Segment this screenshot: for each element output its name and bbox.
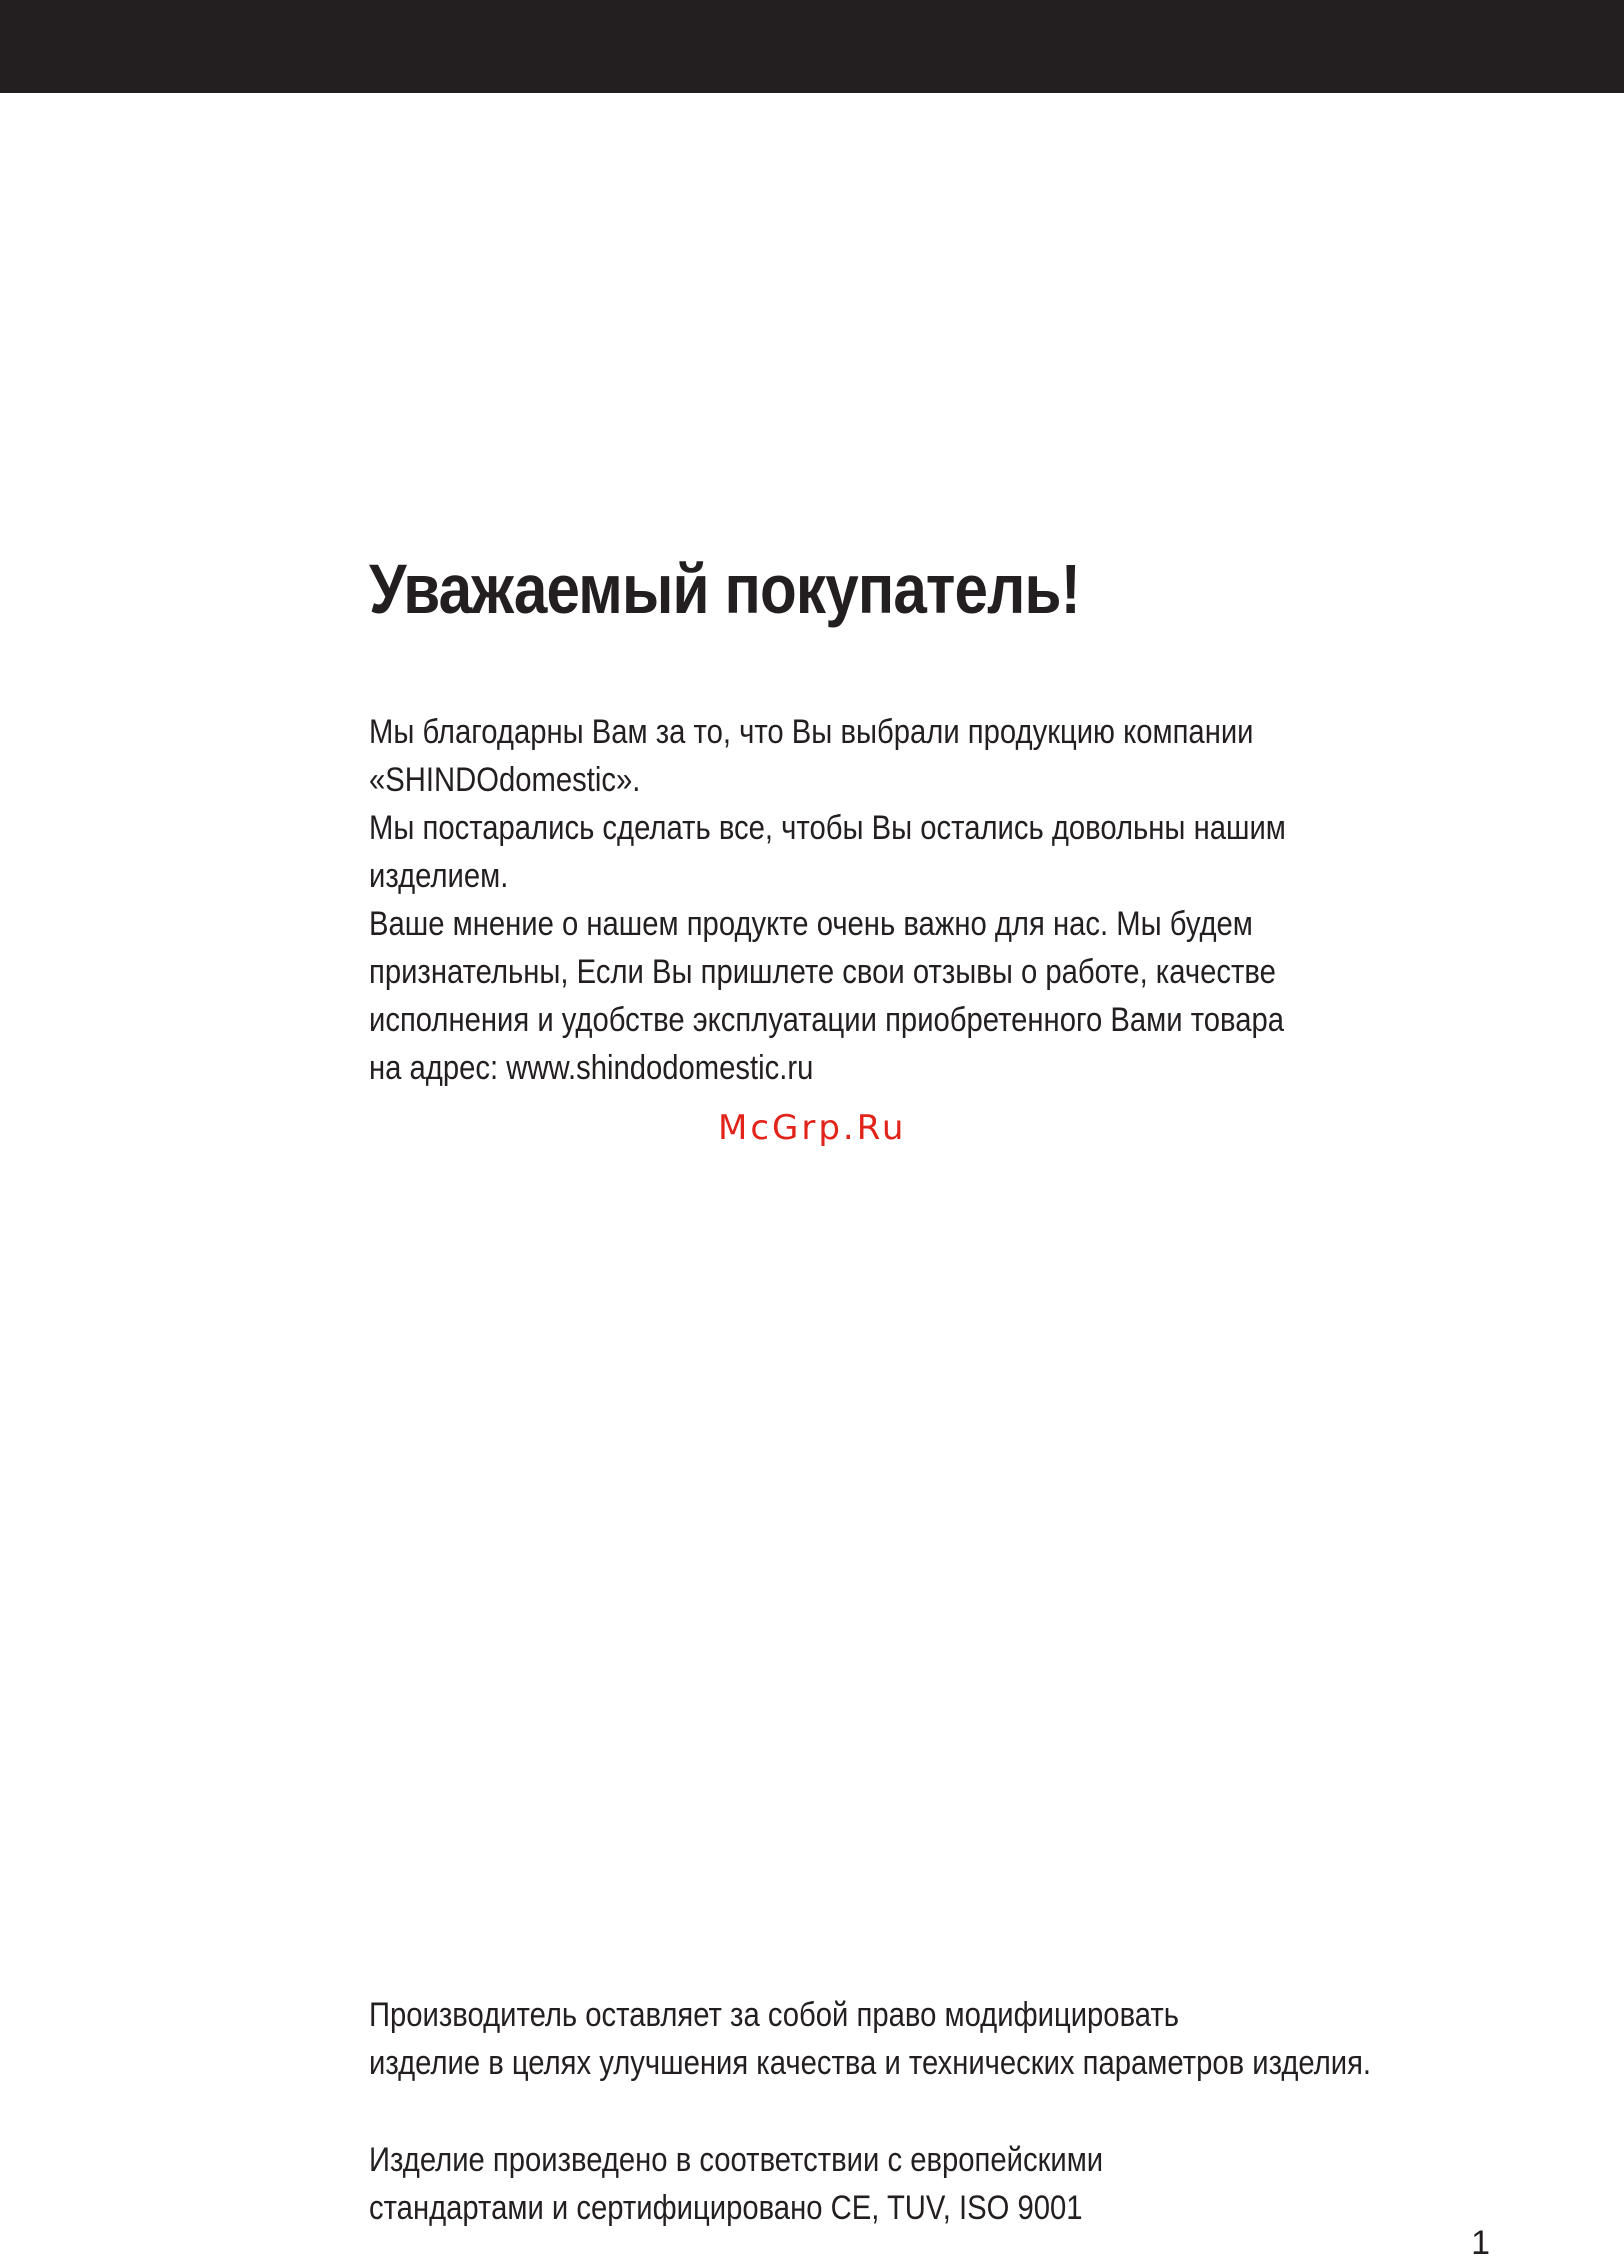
disclaimer-line: Производитель оставляет за собой право модифицировать — [369, 1996, 1180, 2034]
header-band — [0, 0, 1624, 93]
certification-paragraph — [369, 2136, 1401, 2232]
certification-line: стандартами и сертифицировано CE, TUV, ISO 9001 — [369, 2189, 1083, 2227]
page-number: 1 — [1471, 2224, 1490, 2262]
intro-line: признательны, Если Вы пришлете свои отзывы о работе, качестве — [369, 953, 1276, 991]
intro-line: Мы постарались сделать все, чтобы Вы остались довольны нашим — [369, 809, 1286, 847]
disclaimer-line: изделие в целях улучшения качества и технических параметров изделия. — [369, 2044, 1372, 2082]
intro-line: на адрес: www.shindodomestic.ru — [369, 1049, 814, 1087]
intro-line: изделием. — [369, 857, 509, 895]
intro-line: исполнения и удобстве эксплуатации приобретенного Вами товара — [369, 1001, 1285, 1039]
page-title: Уважаемый покупатель! — [369, 550, 1080, 628]
watermark: McGrp.Ru — [718, 1108, 907, 1148]
intro-line: «SHINDOdomestic». — [369, 761, 641, 799]
intro-paragraph — [369, 708, 1315, 1092]
disclaimer-paragraph — [369, 1991, 1401, 2087]
intro-line: Ваше мнение о нашем продукте очень важно для нас. Мы будем — [369, 905, 1253, 943]
certification-line: Изделие произведено в соответствии с европейскими — [369, 2141, 1104, 2179]
intro-line: Мы благодарны Вам за то, что Вы выбрали продукцию компании — [369, 713, 1254, 751]
